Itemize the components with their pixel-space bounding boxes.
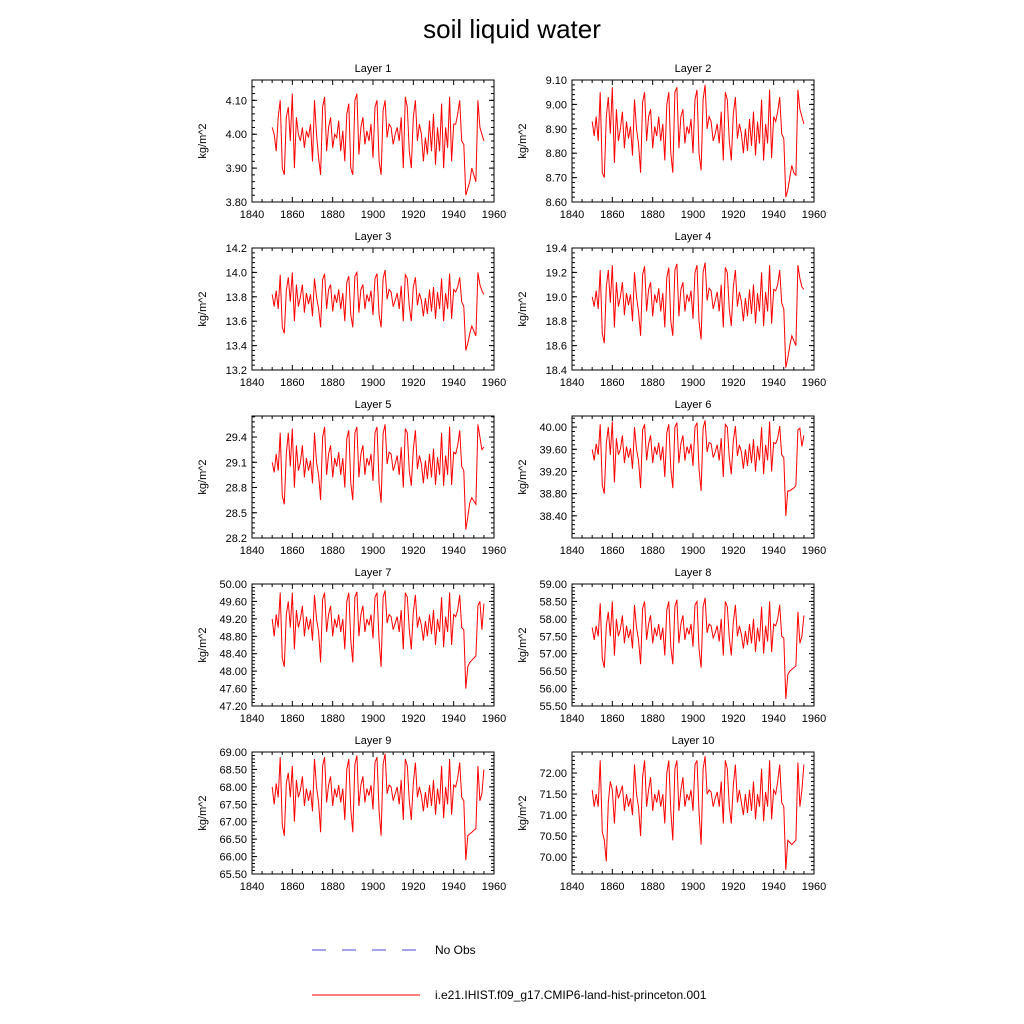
- y-tick-label: 66.50: [219, 834, 247, 847]
- chart-title: Layer 5: [354, 399, 392, 411]
- x-tick-label: 1860: [280, 545, 305, 557]
- series-line: [592, 420, 804, 515]
- x-tick-label: 1860: [600, 377, 625, 389]
- y-tick-label: 56.00: [539, 683, 567, 696]
- y-tick-label: 56.50: [539, 666, 567, 679]
- x-tick-label: 1880: [640, 713, 665, 725]
- y-tick-label: 29.1: [225, 457, 247, 470]
- x-tick-label: 1900: [360, 713, 386, 725]
- y-axis-label: kg/m^2: [197, 291, 209, 327]
- y-tick-label: 14.0: [225, 267, 247, 280]
- y-tick-label: 19.2: [545, 267, 567, 280]
- y-tick-label: 58.50: [539, 596, 567, 609]
- x-tick-label: 1840: [239, 545, 265, 557]
- x-tick-label: 1900: [680, 545, 706, 557]
- x-tick-label: 1960: [481, 713, 507, 725]
- x-tick-label: 1960: [481, 209, 507, 221]
- y-tick-label: 4.10: [225, 95, 247, 108]
- y-tick-label: 58.00: [539, 613, 567, 626]
- y-tick-label: 13.2: [225, 365, 247, 377]
- x-tick-label: 1940: [761, 881, 786, 893]
- chart-title: Layer 3: [354, 231, 392, 243]
- y-tick-label: 4.00: [225, 129, 247, 142]
- x-tick-label: 1860: [600, 713, 625, 725]
- x-tick-label: 1960: [801, 377, 827, 389]
- x-tick-label: 1840: [239, 377, 265, 389]
- x-tick-label: 1960: [801, 209, 827, 221]
- y-tick-label: 28.2: [225, 533, 247, 545]
- x-tick-label: 1920: [401, 713, 426, 725]
- y-tick-label: 8.70: [545, 172, 567, 185]
- x-tick-label: 1840: [559, 713, 585, 725]
- chart-title: Layer 1: [354, 63, 392, 75]
- x-tick-label: 1920: [721, 881, 746, 893]
- y-tick-label: 49.20: [219, 613, 247, 626]
- x-tick-label: 1880: [320, 545, 345, 557]
- y-tick-label: 48.80: [219, 631, 247, 644]
- x-tick-label: 1840: [239, 209, 265, 221]
- x-tick-label: 1960: [801, 881, 827, 893]
- y-tick-label: 9.10: [545, 75, 567, 87]
- x-tick-label: 1920: [401, 377, 426, 389]
- y-tick-label: 28.5: [225, 507, 247, 520]
- x-tick-label: 1860: [600, 881, 625, 893]
- y-axis-label: kg/m^2: [517, 123, 529, 159]
- x-tick-label: 1940: [441, 545, 466, 557]
- x-tick-label: 1920: [401, 881, 426, 893]
- y-tick-label: 18.6: [545, 340, 567, 353]
- x-tick-label: 1840: [559, 377, 585, 389]
- x-tick-label: 1860: [280, 713, 305, 725]
- y-tick-label: 8.60: [545, 197, 567, 209]
- x-tick-label: 1840: [239, 713, 265, 725]
- x-tick-label: 1940: [441, 881, 466, 893]
- x-tick-label: 1960: [481, 881, 507, 893]
- chart-title: Layer 2: [674, 63, 712, 75]
- x-tick-label: 1940: [441, 377, 466, 389]
- legend-obs: [310, 940, 710, 960]
- chart-title: Layer 6: [674, 399, 712, 411]
- x-tick-label: 1880: [640, 881, 665, 893]
- y-tick-label: 38.40: [539, 510, 567, 523]
- series-line: [272, 754, 484, 860]
- y-tick-label: 68.00: [219, 781, 247, 794]
- y-tick-label: 40.00: [539, 422, 567, 435]
- x-tick-label: 1900: [680, 881, 706, 893]
- y-tick-label: 55.50: [539, 701, 567, 713]
- x-tick-label: 1940: [761, 545, 786, 557]
- y-tick-label: 18.4: [545, 365, 567, 377]
- legend-model: [310, 985, 730, 1005]
- plot-frame: [252, 80, 494, 202]
- plot-frame: [572, 416, 814, 538]
- y-tick-label: 47.20: [219, 701, 247, 713]
- y-tick-label: 59.00: [539, 579, 567, 591]
- x-tick-label: 1960: [801, 713, 827, 725]
- series-line: [272, 424, 484, 529]
- x-tick-label: 1840: [239, 881, 265, 893]
- chart-layer-9: [197, 735, 506, 893]
- y-tick-label: 29.4: [225, 432, 247, 445]
- x-tick-label: 1940: [441, 209, 466, 221]
- x-tick-label: 1940: [441, 713, 466, 725]
- x-tick-label: 1900: [360, 545, 386, 557]
- chart-layer-5: [197, 399, 506, 557]
- y-tick-label: 48.40: [219, 648, 247, 661]
- y-tick-label: 72.00: [539, 768, 567, 781]
- x-tick-label: 1900: [360, 377, 386, 389]
- y-tick-label: 38.80: [539, 488, 567, 501]
- chart-layer-3: [197, 231, 506, 389]
- x-tick-label: 1860: [280, 377, 305, 389]
- x-tick-label: 1920: [721, 377, 746, 389]
- chart-layer-7: [197, 567, 506, 725]
- y-tick-label: 3.80: [225, 197, 247, 209]
- x-tick-label: 1900: [360, 881, 386, 893]
- x-tick-label: 1900: [360, 209, 386, 221]
- x-tick-label: 1840: [559, 881, 585, 893]
- y-tick-label: 71.00: [539, 810, 567, 823]
- series-line: [592, 85, 804, 197]
- x-tick-label: 1840: [559, 545, 585, 557]
- y-tick-label: 13.4: [225, 340, 247, 353]
- y-tick-label: 47.60: [219, 683, 247, 696]
- chart-layer-10: [517, 735, 826, 893]
- y-tick-label: 13.6: [225, 316, 247, 329]
- y-tick-label: 67.50: [219, 799, 247, 812]
- x-tick-label: 1880: [640, 377, 665, 389]
- x-tick-label: 1960: [801, 545, 827, 557]
- x-tick-label: 1880: [320, 881, 345, 893]
- y-axis-label: kg/m^2: [197, 795, 209, 831]
- y-tick-label: 14.2: [225, 243, 247, 255]
- x-tick-label: 1920: [401, 545, 426, 557]
- y-tick-label: 48.00: [219, 666, 247, 679]
- y-axis-label: kg/m^2: [197, 123, 209, 159]
- y-tick-label: 66.00: [219, 851, 247, 864]
- y-tick-label: 68.50: [219, 764, 247, 777]
- chart-title: Layer 10: [671, 735, 715, 747]
- x-tick-label: 1900: [680, 209, 706, 221]
- legend-model-swatch: [310, 985, 422, 1005]
- x-tick-label: 1920: [721, 545, 746, 557]
- y-tick-label: 50.00: [219, 579, 247, 591]
- x-tick-label: 1960: [481, 545, 507, 557]
- y-tick-label: 19.0: [545, 291, 567, 304]
- x-tick-label: 1840: [559, 209, 585, 221]
- y-tick-label: 67.00: [219, 816, 247, 829]
- series-line: [592, 598, 804, 699]
- x-tick-label: 1940: [761, 377, 786, 389]
- plot-frame: [252, 752, 494, 874]
- x-tick-label: 1880: [640, 209, 665, 221]
- y-tick-label: 8.80: [545, 148, 567, 161]
- x-tick-label: 1880: [320, 713, 345, 725]
- y-axis-label: kg/m^2: [517, 627, 529, 663]
- series-line: [272, 94, 484, 196]
- y-tick-label: 65.50: [219, 869, 247, 881]
- y-tick-label: 3.90: [225, 163, 247, 176]
- x-tick-label: 1860: [280, 881, 305, 893]
- x-tick-label: 1880: [640, 545, 665, 557]
- y-tick-label: 57.00: [539, 648, 567, 661]
- x-tick-label: 1860: [280, 209, 305, 221]
- x-tick-label: 1880: [320, 377, 345, 389]
- x-tick-label: 1960: [481, 377, 507, 389]
- x-tick-label: 1920: [721, 713, 746, 725]
- chart-title: Layer 4: [674, 231, 712, 243]
- x-tick-label: 1860: [600, 545, 625, 557]
- y-axis-label: kg/m^2: [197, 459, 209, 495]
- y-tick-label: 69.00: [219, 747, 247, 759]
- y-tick-label: 71.50: [539, 789, 567, 802]
- y-tick-label: 57.50: [539, 631, 567, 644]
- chart-title: Layer 9: [354, 735, 392, 747]
- x-tick-label: 1900: [680, 377, 706, 389]
- y-tick-label: 19.4: [545, 243, 567, 255]
- y-tick-label: 28.8: [225, 482, 247, 495]
- legend-obs-swatch: [310, 940, 422, 960]
- y-tick-label: 70.50: [539, 831, 567, 844]
- y-axis-label: kg/m^2: [517, 291, 529, 327]
- y-tick-label: 39.20: [539, 466, 567, 479]
- series-line: [272, 591, 484, 689]
- series-line: [592, 756, 804, 870]
- y-tick-label: 18.8: [545, 316, 567, 329]
- y-axis-label: kg/m^2: [197, 627, 209, 663]
- legend-model-label: i.e21.IHIST.f09_g17.CMIP6-land-hist-princeton.001: [435, 988, 707, 1002]
- series-line: [272, 270, 484, 351]
- x-tick-label: 1940: [761, 713, 786, 725]
- page-title: soil liquid water: [423, 14, 601, 44]
- y-axis-label: kg/m^2: [517, 795, 529, 831]
- y-tick-label: 39.60: [539, 444, 567, 457]
- x-tick-label: 1940: [761, 209, 786, 221]
- y-tick-label: 13.8: [225, 291, 247, 304]
- chart-layer-8: [517, 567, 826, 725]
- chart-title: Layer 7: [354, 567, 392, 579]
- chart-layer-4: [517, 231, 826, 389]
- series-line: [592, 263, 804, 368]
- chart-layer-6: [517, 399, 826, 557]
- y-tick-label: 49.60: [219, 596, 247, 609]
- y-tick-label: 70.00: [539, 852, 567, 865]
- y-tick-label: 8.90: [545, 123, 567, 136]
- y-axis-label: kg/m^2: [517, 459, 529, 495]
- x-tick-label: 1900: [680, 713, 706, 725]
- chart-layer-2: [517, 63, 826, 221]
- x-tick-label: 1920: [721, 209, 746, 221]
- y-tick-label: 9.00: [545, 99, 567, 112]
- legend-obs-label: No Obs: [435, 943, 476, 957]
- x-tick-label: 1920: [401, 209, 426, 221]
- x-tick-label: 1880: [320, 209, 345, 221]
- x-tick-label: 1860: [600, 209, 625, 221]
- chart-title: Layer 8: [674, 567, 712, 579]
- chart-layer-1: [197, 63, 506, 221]
